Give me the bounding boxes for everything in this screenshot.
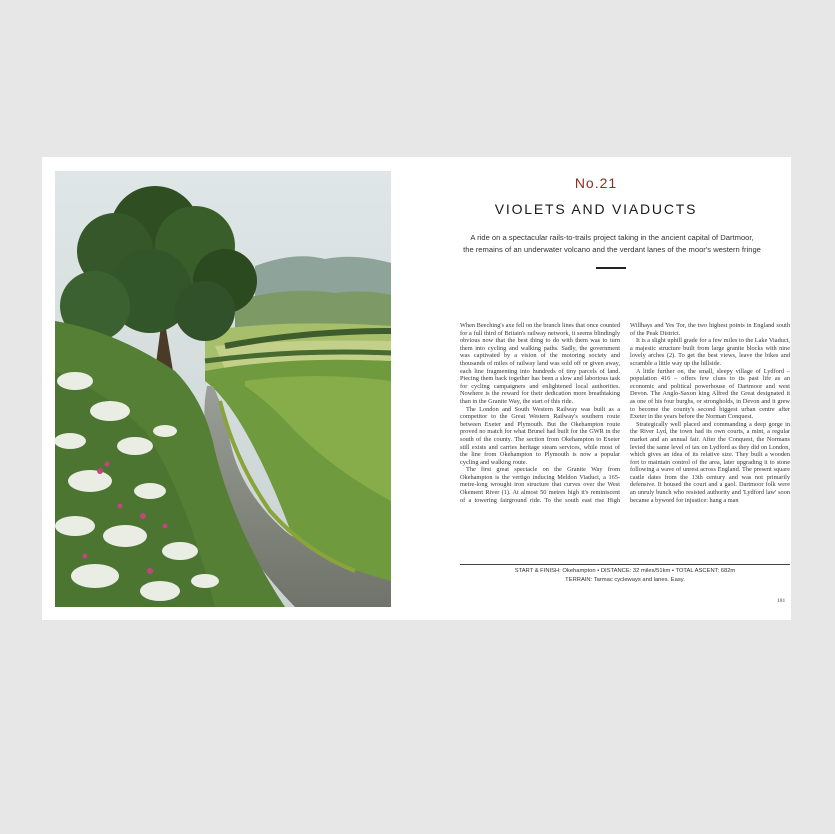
page-number: 181	[777, 598, 786, 604]
intro-line: A ride on a spectacular rails-to-trails project taking in the ancient capital of Dartmoor,	[470, 233, 754, 242]
route-stats	[460, 567, 790, 585]
body-text	[460, 322, 790, 559]
route-number: No.21	[574, 175, 618, 191]
paragraph: A little further on, the small, sleepy village of Lydford – population 416 – offers few clues to its past life as an economic and political powerhouse of Dartmoor and west Devon. The Anglo-Saxon king Alfred the Great designated it as one of his four burghs, or strongholds, in Devon and it grew to become the county's second biggest urban centre after Exeter in the years before the Norman Conquest.	[630, 367, 790, 421]
paragraph: When Beeching's axe fell on the branch lines that once counted for a full third of Britain's railway network, it seems blindingly obvious now that the best thing to do with them was to turn them into cycling and walking paths. Sadly, the government was captivated by a vision of the motoring society and thousands of miles of railway land was sold off or given away, each line fragmenting into hundreds of tiny parcels of land. Piecing them back together has been a slow and laborious task for cycling campaigners and enlightened local authorities. Nowhere is the reward for their dedication more breathtaking than in the Granite Way, the start of this ride.	[460, 322, 620, 405]
title-divider	[596, 267, 626, 269]
footer-divider	[460, 564, 790, 565]
photo-illustration	[55, 171, 391, 607]
paragraph: The first great spectacle on the Granite Way from Okehampton is the vertigo inducing Meldon Viaduct, a 165-metre-long wrought iron structure that curves over the West Okement River (1). At almost 50 metres high it's reminiscent of a towering fairground ride. To the south east rise High Willhays and Yes Tor, the two highest points in England south of the Peak District.	[460, 322, 790, 504]
book-spread	[42, 157, 791, 620]
paragraph: The London and South Western Railway was built as a competitor to the Great Western Railway's southern route between Exeter and Plymouth. But the Okehampton route proved no match for what Brunel had built for the GWR in the south of the county. The section from Okehampton to Exeter still exists and carries heritage steam services, while most of the line from Okehampton to Plymouth is now a popular cycling and walking route.	[460, 405, 620, 466]
intro-text	[462, 232, 762, 256]
intro-line: the remains of an underwater volcano and the verdant lanes of the moor's western fringe	[463, 245, 761, 254]
terrain-line: TERRAIN: Tarmac cycleways and lanes. Easy.	[565, 577, 685, 583]
paragraph: It is a slight uphill grade for a few miles to the Lake Viaduct, a majestic structure built from large granite blocks with nine lovely arches (2). To get the best views, leave the bikes and scramble a little way up the hillside.	[630, 337, 790, 367]
page-title: VIOLETS AND VIADUCTS	[494, 201, 698, 217]
stats-line: START & FINISH: Okehampton • DISTANCE: 32 miles/51km • TOTAL ASCENT: 682m	[514, 568, 736, 574]
paragraph: Strategically well placed and commanding a deep gorge in the River Lyd, the town had its own courts, a mint, a regular market and an annual fair. After the Conquest, the Normans levied the same level of tax on Lydford as they did on London, which gives an idea of its relative size. They built a wooden fort to maintain control of the area, later upgrading it to stone following a wave of unrest across England. The present square castle dates from the 13th century and was not primarily defensive. It housed the court and a gaol. Dartmoor folk were an unruly bunch who resisted authority and 'Lydford law' soon became a byword for injustice: hang a man	[630, 420, 790, 504]
country-lane-photo	[55, 171, 391, 607]
